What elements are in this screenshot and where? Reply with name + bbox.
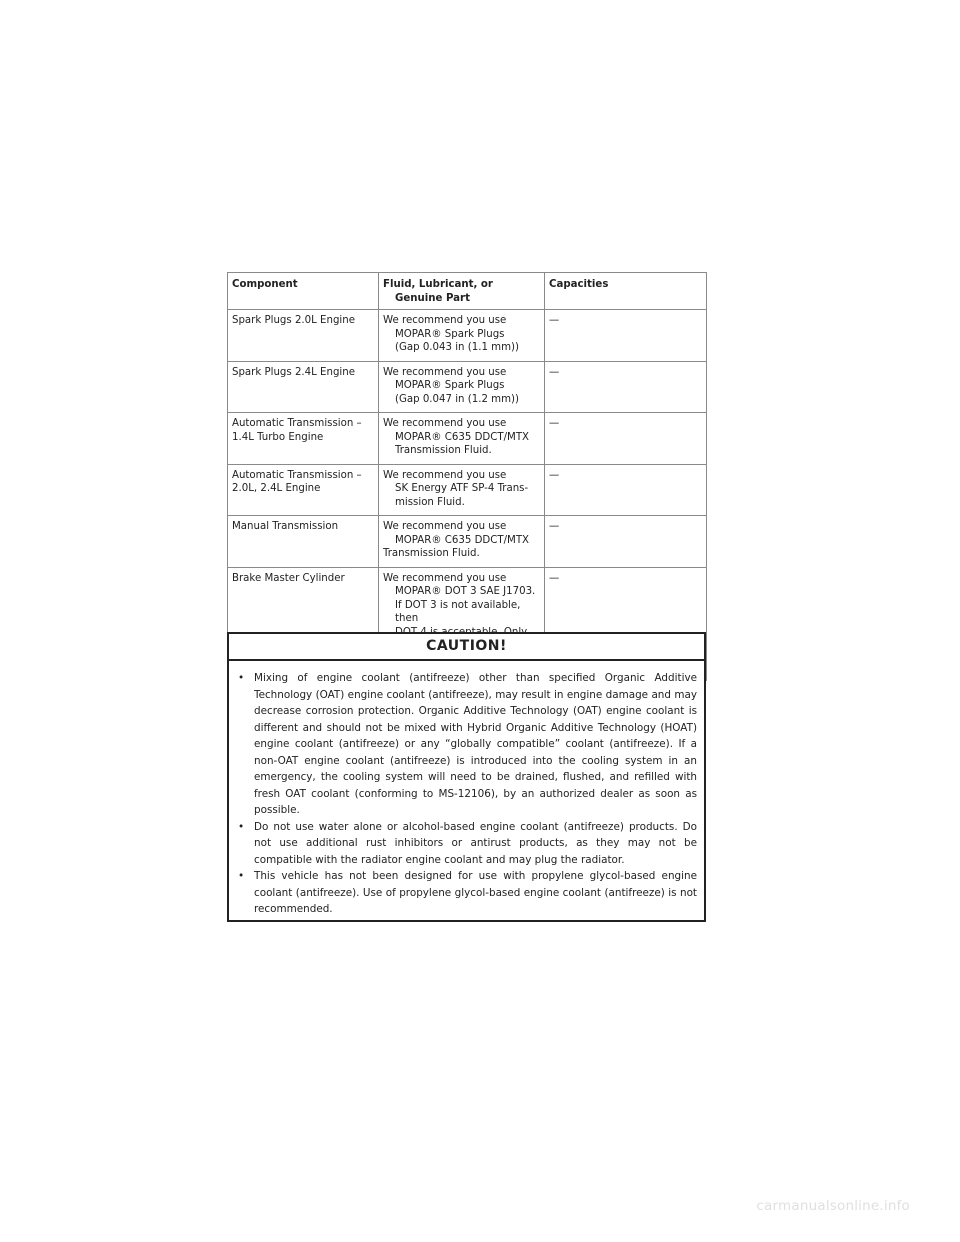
bullet-icon: • [238,870,245,882]
fluid-line: We recommend you use [383,366,507,378]
header-fluid [379,273,545,310]
table-row [228,516,707,568]
fluid-line: SK Energy ATF SP-4 Trans- [395,483,529,494]
table-row [228,361,707,413]
table-header-row [228,273,707,310]
caution-item-text: Do not use water alone or alcohol-based engine coolant (antifreeze) products. Do not use additional rust inhibitors or antirust products, as they may not be compatible with the radiator engine coolant and may plug the radiator. [254,820,697,866]
fluid-line: mission Fluid. [395,496,465,508]
caution-title: CAUTION! [229,634,704,661]
header-fluid-label: Fluid, Lubricant, or Genuine Part [383,279,493,304]
component-cell: Spark Plugs 2.0L Engine [228,310,379,362]
capacities-cell: — [545,567,707,681]
caution-item-text: This vehicle has not been designed for use with propylene glycol-based engine coolant (antifreeze). Use of propylene glycol-based engine coolant (antifreeze) is not recommended. [254,870,697,915]
component-cell: Brake Master Cylinder [228,567,379,681]
fluid-line: MOPAR® Spark Plugs [395,328,505,340]
capacities-cell: — [545,464,707,516]
table-row [228,464,707,516]
fluid-cell [379,310,545,362]
table-row [228,310,707,362]
fluid-line: If DOT 3 is not available, then [395,599,521,624]
capacities-cell: — [545,516,707,568]
component-cell [228,413,379,465]
header-component: Component [228,273,379,310]
fluid-line: We recommend you use [383,572,507,584]
fluid-line: MOPAR® DOT 3 SAE J1703. [395,586,536,597]
fluid-cell [379,516,545,568]
fluid-line: MOPAR® Spark Plugs [395,380,505,391]
capacities-cell: — [545,361,707,413]
header-capacities: Capacities [545,273,707,310]
caution-list [229,661,704,918]
caution-item [238,670,697,819]
fluid-line: We recommend you use [383,469,507,481]
bullet-icon: • [238,820,245,833]
component-label: Automatic Transmission – 1.4L Turbo Engine [232,418,362,443]
fluid-line: (Gap 0.043 in (1.1 mm)) [395,342,519,353]
fluid-line: MOPAR® C635 DDCT/MTX [395,534,530,546]
fluid-line: MOPAR® C635 DDCT/MTX [395,431,530,443]
component-cell: Spark Plugs 2.4L Engine [228,361,379,413]
table-row [228,413,707,465]
caution-item [238,868,697,918]
watermark: carmanualsonline.info [756,1198,910,1214]
fluid-line: We recommend you use [383,521,507,532]
component-cell: Automatic Transmission – 2.0L, 2.4L Engine [228,464,379,516]
fluid-line: Transmission Fluid. [383,548,480,559]
capacities-cell: — [545,413,707,465]
caution-item-text: Mixing of engine coolant (antifreeze) other than specified Organic Additive Technology (OAT) engine coolant (antifreeze), may result in engine damage and may decrease corrosion protection. Organic Additive Technology (OAT) engine coolant is different and should not be mixed with Hybrid Organic Additive Technology (HOAT) engine coolant (antifreeze) or any “globally compatible” coolant (antifreeze). If a non-OAT engine coolant (antifreeze) is introduced into the cooling system in an emergency, the cooling system will need to be drained, flushed, and refilled with fresh OAT coolant (conforming to MS-12106), by an authorized dealer as soon as possible. [254,672,697,816]
caution-item [238,819,697,869]
fluid-cell [379,361,545,413]
caution-box [227,632,706,922]
fluid-line: We recommend you use [383,315,507,326]
fluid-cell [379,413,545,465]
fluid-cell [379,464,545,516]
fluid-line: (Gap 0.047 in (1.2 mm)) [395,393,519,405]
fluid-line: We recommend you use [383,418,507,429]
component-cell: Manual Transmission [228,516,379,568]
fluids-lubricants-table [227,272,707,681]
fluid-line: Transmission Fluid. [395,445,492,456]
bullet-icon: • [238,672,245,684]
capacities-cell: — [545,310,707,362]
